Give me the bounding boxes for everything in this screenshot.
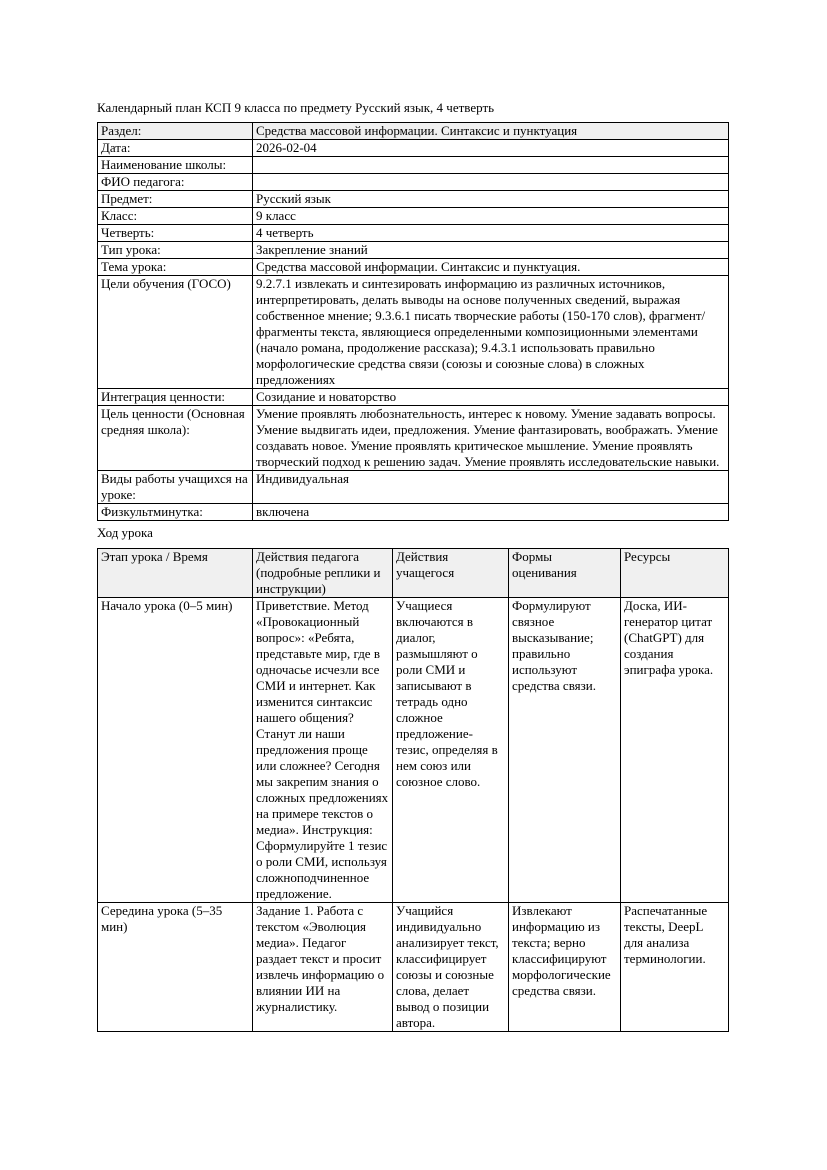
- info-label-cell: Предмет:: [98, 191, 253, 208]
- info-label-cell: Тип урока:: [98, 242, 253, 259]
- info-label-cell: Класс:: [98, 208, 253, 225]
- table-row: [98, 259, 729, 276]
- document-title: Календарный план КСП 9 класса по предмету Русский язык, 4 четверть: [97, 100, 495, 115]
- table-row: [98, 406, 729, 471]
- table-row: [98, 191, 729, 208]
- teacher-actions-cell: Задание 1. Работа с текстом «Эволюция медиа». Педагог раздает текст и просит извлечь информацию о влиянии ИИ на журналистику.: [253, 903, 393, 1032]
- teacher-actions-cell: Приветствие. Метод «Провокационный вопрос»: «Ребята, представьте мир, где в одночасье исчезли все СМИ и интернет. Как изменится синтаксис нашего общения? Станут ли наши предложения проще или сложнее? Сегодня мы закрепим знания о сложных предложениях на примере текстов о медиа». Инструкция: Сформулируйте 1 тезис о роли СМИ, используя сложноподчиненное предложение.: [253, 598, 393, 903]
- info-value-cell: 9 класс: [253, 208, 729, 225]
- info-label-cell: Раздел:: [98, 123, 253, 140]
- info-value-cell: Закрепление знаний: [253, 242, 729, 259]
- table-row: [98, 903, 729, 1032]
- resources-cell: Распечатанные тексты, DeepL для анализа терминологии.: [621, 903, 729, 1032]
- info-label-cell: Физкультминутка:: [98, 504, 253, 521]
- table-row: [98, 225, 729, 242]
- document-content: [97, 100, 728, 1032]
- table-row: [98, 242, 729, 259]
- student-actions-cell: Учащийся индивидуально анализирует текст, классифицирует союзы и союзные слова, делает вывод о позиции автора.: [393, 903, 509, 1032]
- section-heading: Ход урока: [97, 525, 153, 540]
- column-header-resources: Ресурсы: [621, 549, 729, 598]
- student-actions-cell: Учащиеся включаются в диалог, размышляют о роли СМИ и записывают в тетрадь одно сложное предложение-тезис, определяя в нем союз или союзное слово.: [393, 598, 509, 903]
- stage-cell: Середина урока (5–35 мин): [98, 903, 253, 1032]
- column-header-stage: Этап урока / Время: [98, 549, 253, 598]
- info-value-cell: Средства массовой информации. Синтаксис и пунктуация: [253, 123, 729, 140]
- table-row: [98, 389, 729, 406]
- info-value-cell: [253, 174, 729, 191]
- column-header-assessment: Формы оценивания: [509, 549, 621, 598]
- table-row: [98, 157, 729, 174]
- info-value-cell: 4 четверть: [253, 225, 729, 242]
- info-value-cell: Индивидуальная: [253, 471, 729, 504]
- table-row: [98, 276, 729, 389]
- info-label-cell: Наименование школы:: [98, 157, 253, 174]
- table-header-row: [98, 549, 729, 598]
- info-value-cell: [253, 157, 729, 174]
- info-value-cell: Умение проявлять любознательность, интерес к новому. Умение задавать вопросы. Умение выдвигать идеи, предложения. Умение фантазировать, воображать. Умение создавать новое. Умение проявлять критическое мышление. Умение проявлять творческий подход к решению задач. Умение проявлять исследовательские навыки.: [253, 406, 729, 471]
- table-row: [98, 504, 729, 521]
- lesson-flow-table: [97, 548, 729, 1032]
- table-row: [98, 471, 729, 504]
- info-value-cell: 2026-02-04: [253, 140, 729, 157]
- assessment-cell: Формулируют связное высказывание; правильно используют средства связи.: [509, 598, 621, 903]
- info-label-cell: Виды работы учащихся на уроке:: [98, 471, 253, 504]
- info-value-cell: включена: [253, 504, 729, 521]
- info-value-cell: Русский язык: [253, 191, 729, 208]
- info-label-cell: Интеграция ценности:: [98, 389, 253, 406]
- table-row: [98, 598, 729, 903]
- info-value-cell: Созидание и новаторство: [253, 389, 729, 406]
- table-row: [98, 174, 729, 191]
- info-label-cell: Тема урока:: [98, 259, 253, 276]
- info-label-cell: Цель ценности (Основная средняя школа):: [98, 406, 253, 471]
- column-header-student-actions: Действия учащегося: [393, 549, 509, 598]
- table-row: [98, 208, 729, 225]
- stage-cell: Начало урока (0–5 мин): [98, 598, 253, 903]
- table-row: [98, 123, 729, 140]
- assessment-cell: Извлекают информацию из текста; верно классифицируют морфологические средства связи.: [509, 903, 621, 1032]
- column-header-teacher-actions: Действия педагога (подробные реплики и инструкции): [253, 549, 393, 598]
- info-label-cell: ФИО педагога:: [98, 174, 253, 191]
- info-value-cell: Средства массовой информации. Синтаксис и пунктуация.: [253, 259, 729, 276]
- resources-cell: Доска, ИИ-генератор цитат (ChatGPT) для создания эпиграфа урока.: [621, 598, 729, 903]
- info-value-cell: 9.2.7.1 извлекать и синтезировать информацию из различных источников, интерпретировать, делать выводы на основе полученных сведений, выражая собственное мнение; 9.3.6.1 писать творческие работы (150-170 слов), фрагмент/фрагменты текста, являющиеся определенными композиционными элементами (начало романа, продолжение рассказа); 9.4.3.1 использовать правильно морфологические средства связи (союзы и союзные слова) в сложных предложениях: [253, 276, 729, 389]
- table-row: [98, 140, 729, 157]
- info-label-cell: Четверть:: [98, 225, 253, 242]
- info-label-cell: Цели обучения (ГОСО): [98, 276, 253, 389]
- lesson-info-table: [97, 122, 729, 521]
- info-label-cell: Дата:: [98, 140, 253, 157]
